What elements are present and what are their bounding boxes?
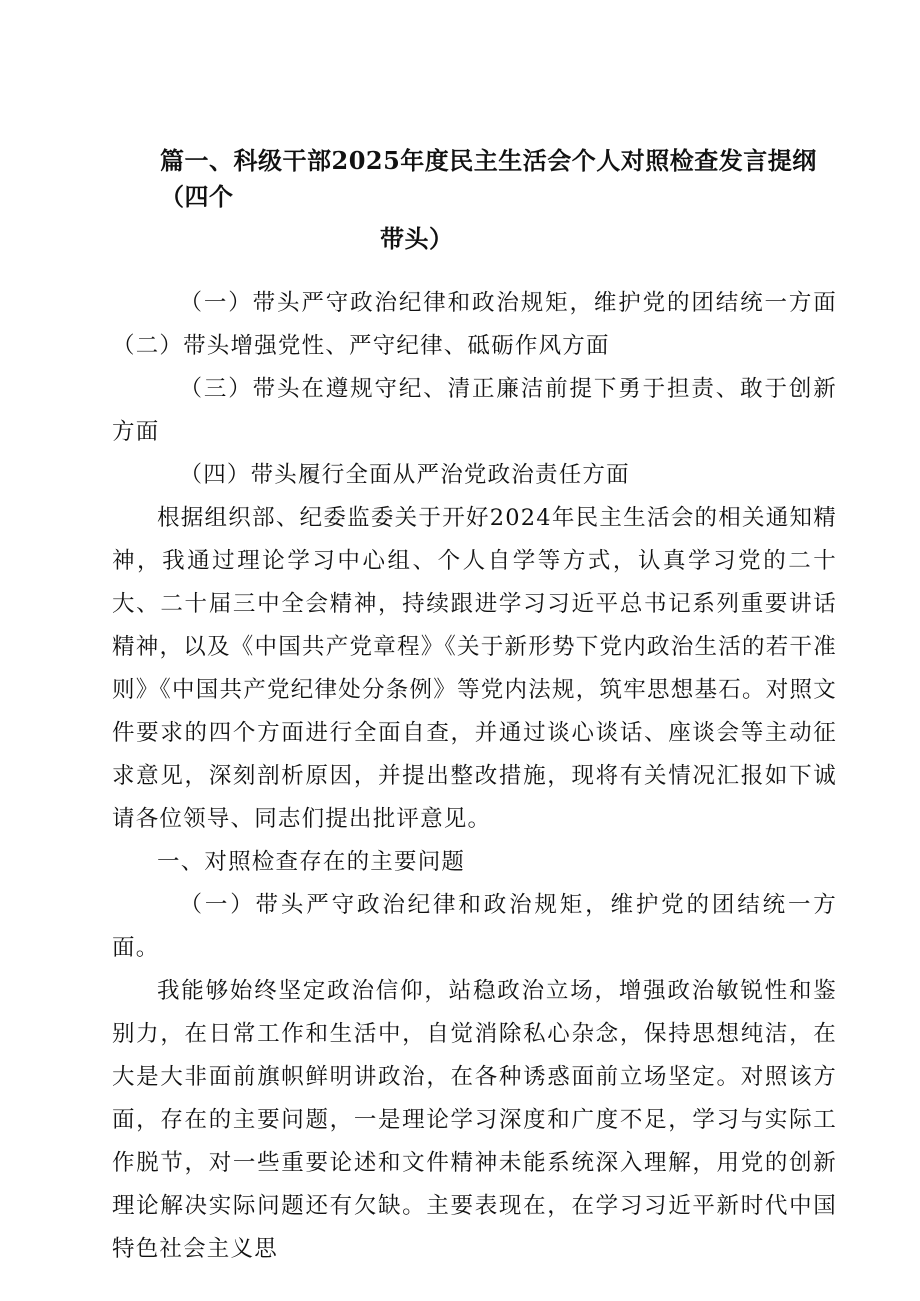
section-1-subheading: （一）带头严守政治纪律和政治规矩，维护党的团结统一方面。 xyxy=(112,892,837,961)
toc-item-3: （三）带头在遵规守纪、清正廉洁前提下勇于担责、敢于创新方面 xyxy=(112,376,837,445)
title-line-1: 篇一、科级干部2025年度民主生活会个人对照检查发言提纲（四个 xyxy=(160,146,817,211)
title-line-2: 带头） xyxy=(380,224,454,253)
section-1-paragraph: 我能够始终坚定政治信仰，站稳政治立场，增强政治敏锐性和鉴别力，在日常工作和生活中，自觉消除私心杂念，保持思想纯洁，在大是大非面前旗帜鲜明讲政治，在各种诱惑面前立场坚定。对照该方面，存在的主要问题，一是理论学习深度和广度不足，学习与实际工作脱节，对一些重要论述和文件精神未能系统深入理解，用党的创新理论解决实际问题还有欠缺。主要表现在，在学习习近平新时代中国特色社会主义思 xyxy=(112,978,837,1262)
toc-item-1-2: （一）带头严守政治纪律和政治规矩，维护党的团结统一方面（二）带头增强党性、严守纪律、砥砺作风方面 xyxy=(112,290,837,359)
toc-item-4: （四）带头履行全面从严治党政治责任方面 xyxy=(179,462,630,488)
intro-paragraph: 根据组织部、纪委监委关于开好2024年民主生活会的相关通知精神，我通过理论学习中心组、个人自学等方式，认真学习党的二十大、二十届三中全会精神，持续跟进学习习近平总书记系列重要讲话精神，以及《中国共产党章程》《关于新形势下党内政治生活的若干准则》《中国共产党纪律处分条例》等党内法规，筑牢思想基石。对照文件要求的四个方面进行全面自查，并通过谈心谈话、座谈会等主动征求意见，深刻剖析原因，并提出整改措施，现将有关情况汇报如下诚请各位领导、同志们提出批评意见。 xyxy=(112,505,837,832)
document-title xyxy=(160,143,850,257)
document-body xyxy=(112,282,837,1271)
section-1-heading: 一、对照检查存在的主要问题 xyxy=(157,849,466,875)
